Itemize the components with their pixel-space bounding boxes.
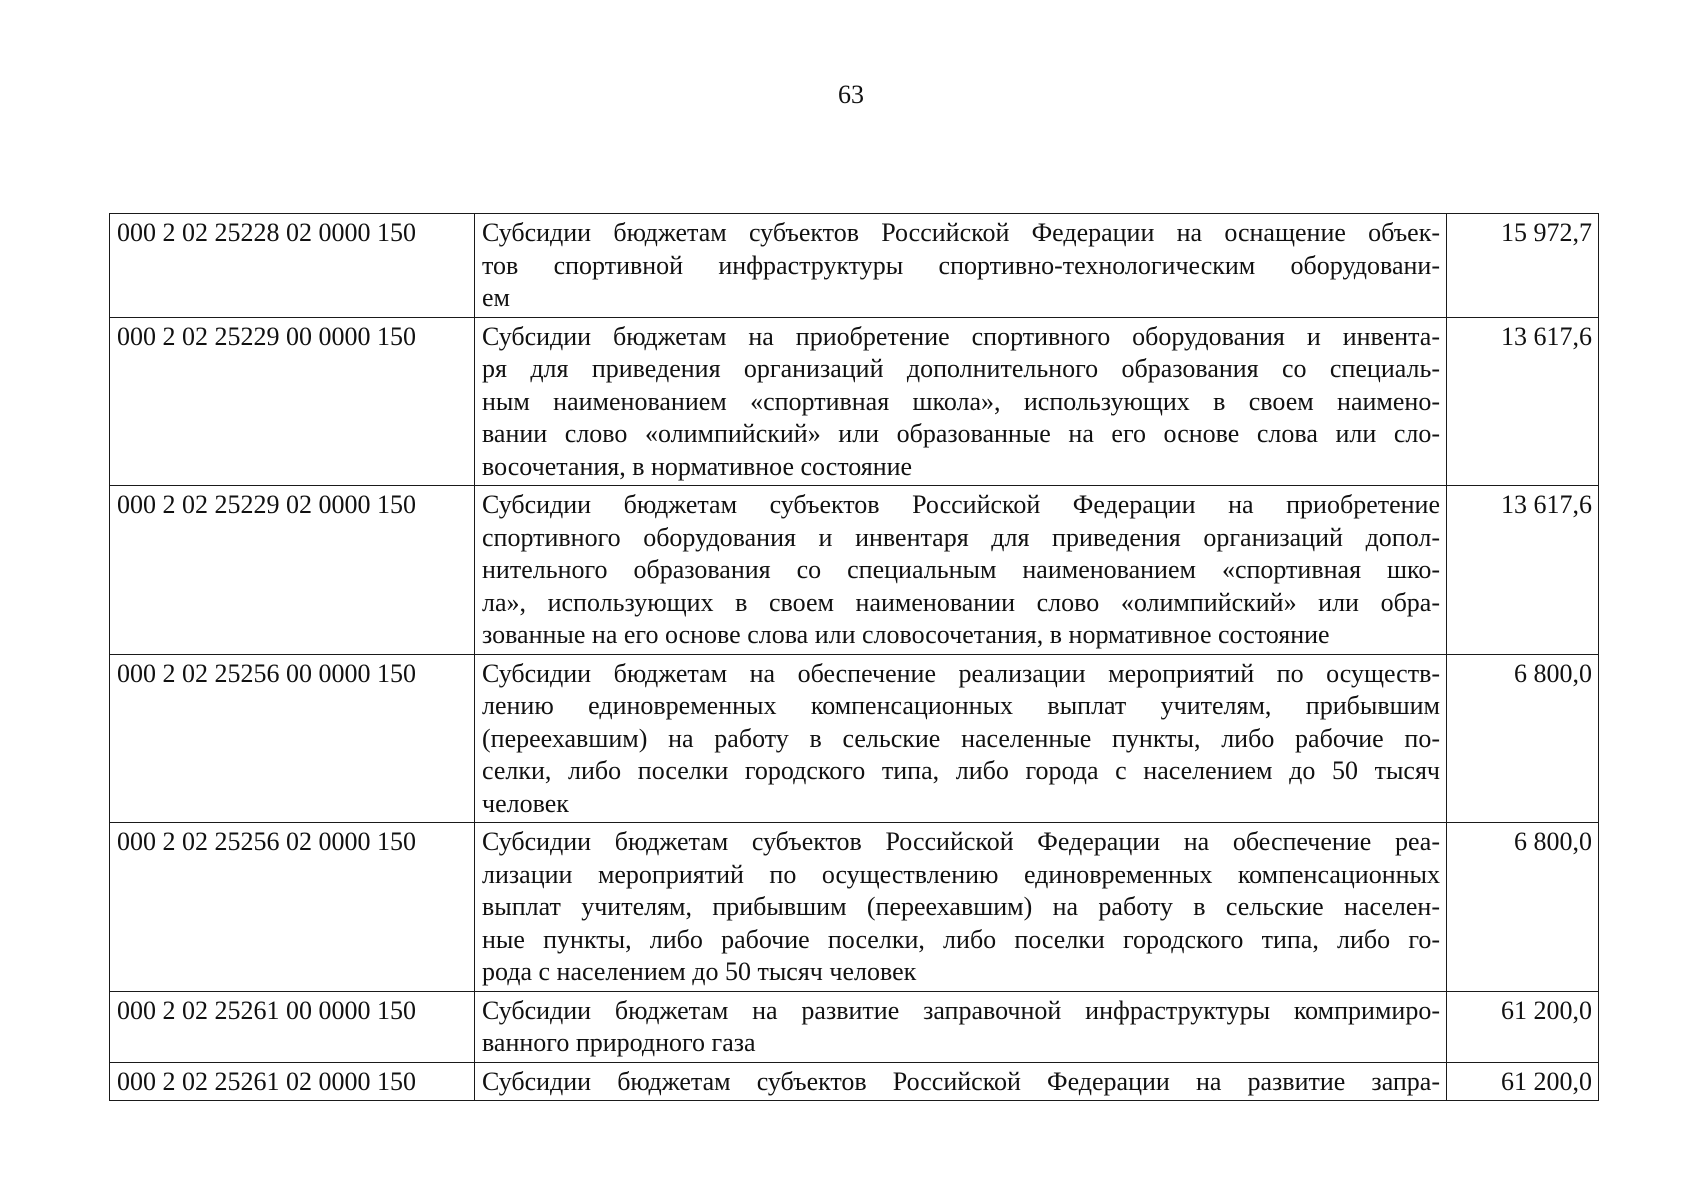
description-line: тов спортивной инфраструктуры спортивно-технологическим оборудовани- [482,250,1440,280]
description-line: ные пункты, либо рабочие поселки, либо поселки городского типа, либо го- [482,924,1440,954]
description-line: Субсидии бюджетам на развитие заправочной инфраструктуры компримиро- [482,995,1440,1025]
table-row [110,214,1599,318]
amount-cell: 13 617,6 [1447,486,1599,655]
description-cell [475,991,1447,1062]
classification-code-cell: 000 2 02 25261 02 0000 150 [110,1062,475,1101]
table-row [110,1062,1599,1101]
description-line: (переехавшим) на работу в сельские населенные пункты, либо рабочие по- [482,723,1440,753]
description-line: ванного природного газа [482,1028,756,1057]
description-cell [475,654,1447,823]
description-line: Субсидии бюджетам субъектов Российской Федерации на оснащение объек- [482,218,1440,247]
description-line: Субсидии бюджетам на обеспечение реализации мероприятий по осуществ- [482,658,1440,688]
classification-code-cell: 000 2 02 25261 00 0000 150 [110,991,475,1062]
page-number: 63 [838,80,864,109]
classification-code-cell: 000 2 02 25256 02 0000 150 [110,823,475,992]
classification-code-cell: 000 2 02 25256 00 0000 150 [110,654,475,823]
table-row [110,991,1599,1062]
classification-code-cell: 000 2 02 25229 00 0000 150 [110,317,475,486]
amount-cell: 6 800,0 [1447,823,1599,992]
description-line: рода с населением до 50 тысяч человек [482,957,917,986]
description-line: Субсидии бюджетам субъектов Российской Федерации на развитие запра- [482,1066,1440,1096]
amount-cell: 6 800,0 [1447,654,1599,823]
description-cell [475,1062,1447,1101]
description-line: ем [482,283,510,312]
amount-cell: 61 200,0 [1447,991,1599,1062]
description-cell [475,823,1447,992]
table-row [110,317,1599,486]
description-line: человек [482,788,569,818]
budget-classification-table [109,213,1599,1101]
description-line: лизации мероприятий по осуществлению единовременных компенсационных [482,859,1440,889]
amount-cell: 15 972,7 [1447,214,1599,318]
classification-code-cell: 000 2 02 25229 02 0000 150 [110,486,475,655]
description-line: восочетания, в нормативное состояние [482,451,913,481]
table-row [110,654,1599,823]
description-line: выплат учителям, прибывшим (переехавшим) на работу в сельские населен- [482,892,1440,921]
description-line: лению единовременных компенсационных выплат учителям, прибывшим [482,691,1440,720]
description-line: ла», использующих в своем наименовании слово «олимпийский» или обра- [482,587,1440,617]
amount-cell: 61 200,0 [1447,1062,1599,1101]
amount-cell: 13 617,6 [1447,317,1599,486]
table-row [110,823,1599,992]
description-line: Субсидии бюджетам субъектов Российской Федерации на приобретение [482,490,1440,519]
description-cell [475,317,1447,486]
description-line: селки, либо поселки городского типа, либо города с населением до 50 тысяч [482,756,1440,785]
table-row [110,486,1599,655]
description-line: Субсидии бюджетам на приобретение спортивного оборудования и инвента- [482,321,1440,351]
description-line: ря для приведения организаций дополнительного образования со специаль- [482,354,1440,383]
description-line: ным наименованием «спортивная школа», использующих в своем наимено- [482,386,1440,416]
description-line: нительного образования со специальным наименованием «спортивная шко- [482,555,1440,584]
description-line: Субсидии бюджетам субъектов Российской Федерации на обеспечение реа- [482,827,1440,856]
description-cell [475,214,1447,318]
description-cell [475,486,1447,655]
description-line: зованные на его основе слова или словосочетания, в нормативное состояние [482,620,1330,649]
description-line: вании слово «олимпийский» или образованные на его основе слова или сло- [482,419,1440,448]
description-line: спортивного оборудования и инвентаря для приведения организаций допол- [482,522,1440,552]
classification-code-cell: 000 2 02 25228 02 0000 150 [110,214,475,318]
